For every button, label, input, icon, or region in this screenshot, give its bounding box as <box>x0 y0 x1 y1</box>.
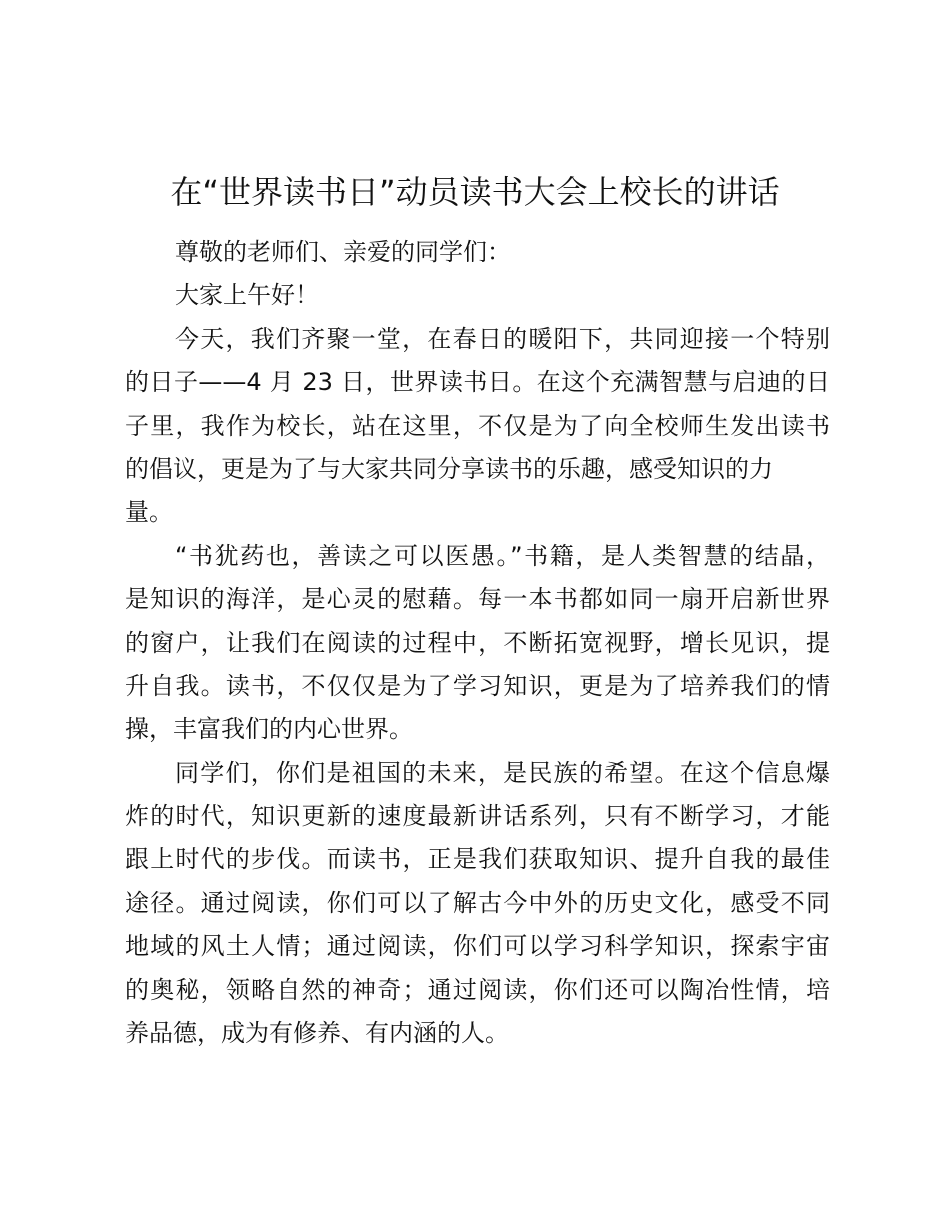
paragraph <box>125 535 830 752</box>
paragraph-line: 地域的风土人情；通过阅读，你们可以学习科学知识，探索宇宙 <box>125 932 830 961</box>
paragraph-line: 养品德，成为有修养、有内涵的人。 <box>125 1019 509 1048</box>
greeting: 大家上午好！ <box>175 281 319 310</box>
paragraph-line: 量。 <box>125 498 173 527</box>
document-body <box>125 231 830 1055</box>
paragraph-line: 的日子——4 月 23 日，世界读书日。在这个充满智慧与启迪的日 <box>125 368 830 397</box>
paragraph <box>125 752 830 1056</box>
paragraph-line: 的倡议，更是为了与大家共同分享读书的乐趣，感受知识的力 <box>125 454 773 483</box>
paragraph-line: 子里，我作为校长，站在这里，不仅是为了向全校师生发出读书 <box>125 411 830 440</box>
paragraph-line: “书犹药也，善读之可以医愚。”书籍，是人类智慧的结晶， <box>175 541 830 570</box>
paragraph-line: 今天，我们齐聚一堂，在春日的暖阳下，共同迎接一个特别 <box>175 324 830 353</box>
paragraph-line: 同学们，你们是祖国的未来，是民族的希望。在这个信息爆 <box>175 758 830 787</box>
paragraph <box>125 318 830 535</box>
paragraph-line: 跟上时代的步伐。而读书，正是我们获取知识、提升自我的最佳 <box>125 845 830 874</box>
paragraph-line: 的窗户，让我们在阅读的过程中，不断拓宽视野，增长见识，提 <box>125 628 830 657</box>
paragraph-line: 途径。通过阅读，你们可以了解古今中外的历史文化，感受不同 <box>125 888 830 917</box>
paragraph-line: 操，丰富我们的内心世界。 <box>125 715 413 744</box>
paragraph-line: 炸的时代，知识更新的速度最新讲话系列，只有不断学习，才能 <box>125 802 830 831</box>
paragraph-line: 的奥秘，领略自然的神奇；通过阅读，你们还可以陶冶性情，培 <box>125 975 830 1004</box>
document-title: 在“世界读书日”动员读书大会上校长的讲话 <box>170 173 780 211</box>
paragraph-line: 升自我。读书，不仅仅是为了学习知识，更是为了培养我们的情 <box>125 671 830 700</box>
paragraph-line: 是知识的海洋，是心灵的慰藉。每一本书都如同一扇开启新世界 <box>125 585 830 614</box>
salutation: 尊敬的老师们、亲爱的同学们： <box>175 238 511 266</box>
